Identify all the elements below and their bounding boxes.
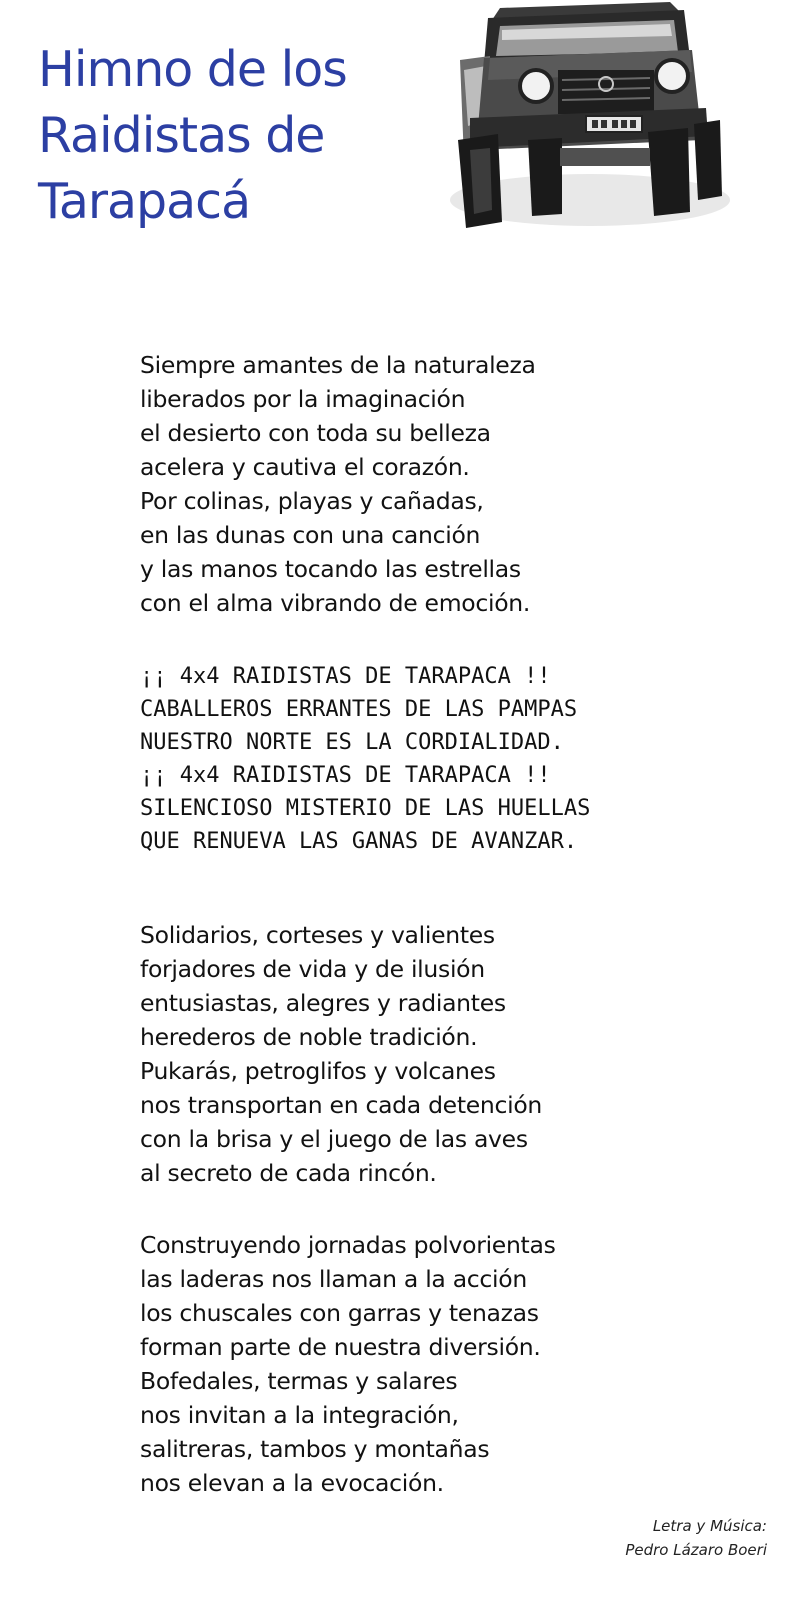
- credit-label: Letra y Música:: [652, 1517, 767, 1535]
- credit: [625, 1514, 767, 1562]
- verse-line: Siempre amantes de la naturaleza: [140, 351, 536, 379]
- verse-line: forjadores de vida y de ilusión: [140, 955, 485, 983]
- verse-line: al secreto de cada rincón.: [140, 1159, 437, 1187]
- chorus-line: SILENCIOSO MISTERIO DE LAS HUELLAS: [140, 796, 591, 821]
- title-line-3: Tarapacá: [38, 172, 251, 230]
- verse-line: el desierto con toda su belleza: [140, 419, 491, 447]
- stanza-2: [140, 918, 780, 1190]
- stanza-3: [140, 1228, 780, 1500]
- chorus-line: ¡¡ 4x4 RAIDISTAS DE TARAPACA !!: [140, 763, 551, 788]
- verse-line: Por colinas, playas y cañadas,: [140, 487, 484, 515]
- song-title: [38, 37, 458, 235]
- verse-line: las laderas nos llaman a la acción: [140, 1265, 527, 1293]
- stanza-1: [140, 348, 780, 620]
- verse-line: salitreras, tambos y montañas: [140, 1435, 490, 1463]
- verse-line: Bofedales, termas y salares: [140, 1367, 458, 1395]
- verse-line: en las dunas con una canción: [140, 521, 481, 549]
- verse-line: con el alma vibrando de emoción.: [140, 589, 531, 617]
- chorus-line: CABALLEROS ERRANTES DE LAS PAMPAS: [140, 697, 578, 722]
- title-line-2: Raidistas de: [38, 106, 325, 164]
- verse-line: y las manos tocando las estrellas: [140, 555, 521, 583]
- verse-line: Pukarás, petroglifos y volcanes: [140, 1057, 496, 1085]
- verse-line: entusiastas, alegres y radiantes: [140, 989, 506, 1017]
- title-line-1: Himno de los: [38, 40, 347, 98]
- verse-line: herederos de noble tradición.: [140, 1023, 478, 1051]
- verse-line: con la brisa y el juego de las aves: [140, 1125, 528, 1153]
- verse-line: nos elevan a la evocación.: [140, 1469, 444, 1497]
- verse-line: Solidarios, corteses y valientes: [140, 921, 495, 949]
- verse-line: acelera y cautiva el corazón.: [140, 453, 470, 481]
- verse-line: nos invitan a la integración,: [140, 1401, 459, 1429]
- jeep-offroad-vehicle-photo: [440, 0, 730, 240]
- chorus-line: NUESTRO NORTE ES LA CORDIALIDAD.: [140, 730, 564, 755]
- verse-line: forman parte de nuestra diversión.: [140, 1333, 541, 1361]
- verse-line: liberados por la imaginación: [140, 385, 466, 413]
- chorus: [140, 660, 780, 858]
- credit-author: Pedro Lázaro Boeri: [625, 1541, 767, 1559]
- chorus-line: QUE RENUEVA LAS GANAS DE AVANZAR.: [140, 829, 578, 854]
- verse-line: Construyendo jornadas polvorientas: [140, 1231, 556, 1259]
- verse-line: los chuscales con garras y tenazas: [140, 1299, 539, 1327]
- verse-line: nos transportan en cada detención: [140, 1091, 543, 1119]
- chorus-line: ¡¡ 4x4 RAIDISTAS DE TARAPACA !!: [140, 664, 551, 689]
